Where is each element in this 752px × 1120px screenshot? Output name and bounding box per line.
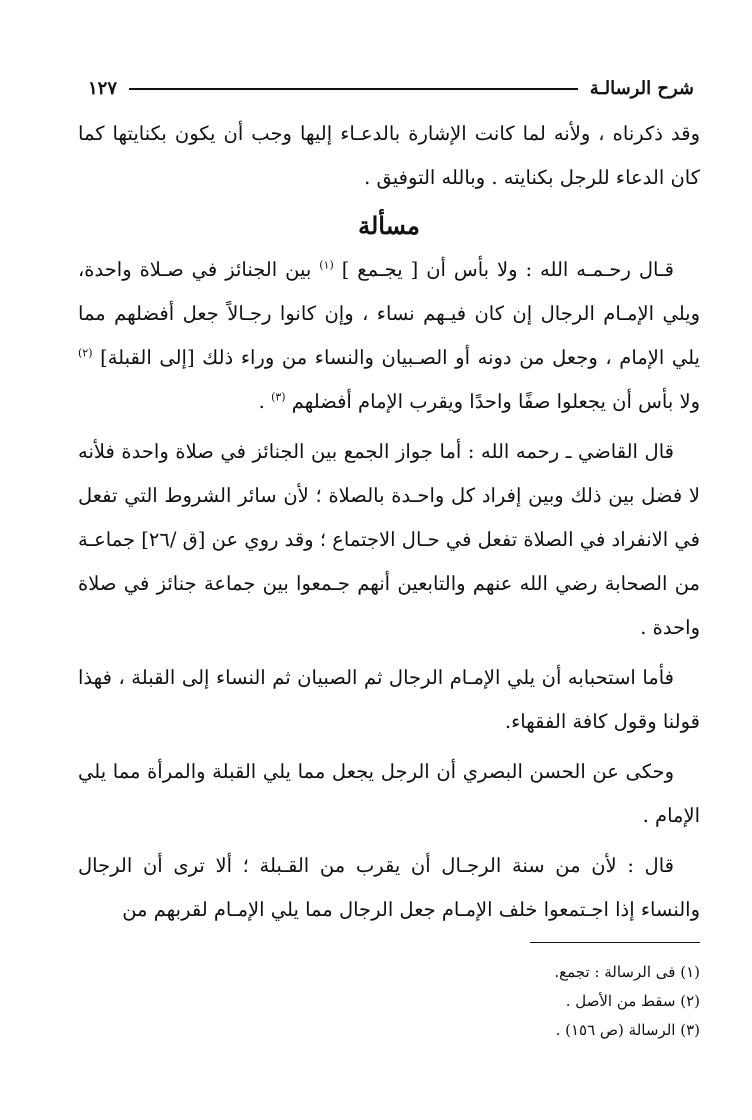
footnotes [300, 958, 700, 1045]
paragraph-4: فأما استحبابه أن يلي الإمـام الرجال ثم الصبيان ثم النساء إلى القبلة ، فهذا قولنا وقول كافة الفقهاء. [78, 666, 700, 733]
page-number: ١٢٧ [88, 77, 118, 99]
footnote-ref-3[interactable]: (٣) [271, 390, 286, 404]
paragraph-1: وقد ذكرناه ، ولأنه لما كانت الإشارة بالدعـاء إليها وجب أن يكون بكنايتها كما كان الدعاء للرجل بكنايته . وبالله التوفيق . [78, 122, 700, 189]
paragraph-3: قال القاضي ـ رحمه الله : أما جواز الجمع بين الجنائز في صلاة واحدة فلأنه لا فضل بين ذلك وبين إفراد كل واحـدة بالصلاة ؛ لأن سائر الشروط التي تفعل في الانفراد في الصلاة تفعل في حـال الاجتماع ؛ وقد روي عن [ق /٢٦] جماعـة من الصحابة رضي الله عنهم والتابعين أنهم جـمعوا بين جماعة جنائز في صلاة واحدة . [78, 440, 700, 639]
paragraph-2-part-b: بين الجنائز في صـلاة واحدة، ويلي الإمـام الرجال إن كان فيـهم نساء ، وإن كانوا رجـالاً جعل أفضلهم مما يلي الإمام ، وجعل من دونه أو الصـبيان والنساء من وراء ذلك [إلى القبلة] [78, 258, 700, 369]
paragraph-2-part-d: . [258, 390, 265, 413]
paragraph-5: وحكى عن الحسن البصري أن الرجل يجعل مما يلي القبلة والمرأة مما يلي الإمام . [78, 760, 700, 827]
page-body [78, 112, 700, 932]
paragraph-2-part-c: ولا بأس أن يجعلوا صفًا واحدًا ويقرب الإمام أفضلهم [291, 390, 700, 413]
footnote-rule [530, 942, 700, 943]
paragraph-2 [78, 248, 700, 424]
footnote-ref-2[interactable]: (٢) [78, 346, 93, 360]
paragraph-6: قال : لأن من سنة الرجـال أن يقرب من القـبلة ؛ ألا ترى أن الرجال والنساء إذا اجـتمعوا خلف الإمـام جعل الرجال مما يلي الإمـام لقربهم من [78, 854, 700, 921]
footnote-1: (١) فى الرسالة : تجمع. [554, 963, 700, 981]
footnote-2: (٢) سقط من الأصل . [565, 992, 700, 1010]
footnote-ref-1[interactable]: (١) [319, 258, 334, 272]
header-rule [129, 88, 578, 90]
page-header [88, 70, 694, 106]
footnote-3: (٣) الرسالة (ص ١٥٦) . [555, 1021, 700, 1039]
running-title: شرح الرسالـة [589, 77, 694, 99]
section-heading: مسألة [358, 211, 420, 240]
paragraph-2-part-a: قـال رحـمـه الله : ولا بأس أن [ يجـمع ] [341, 258, 675, 281]
